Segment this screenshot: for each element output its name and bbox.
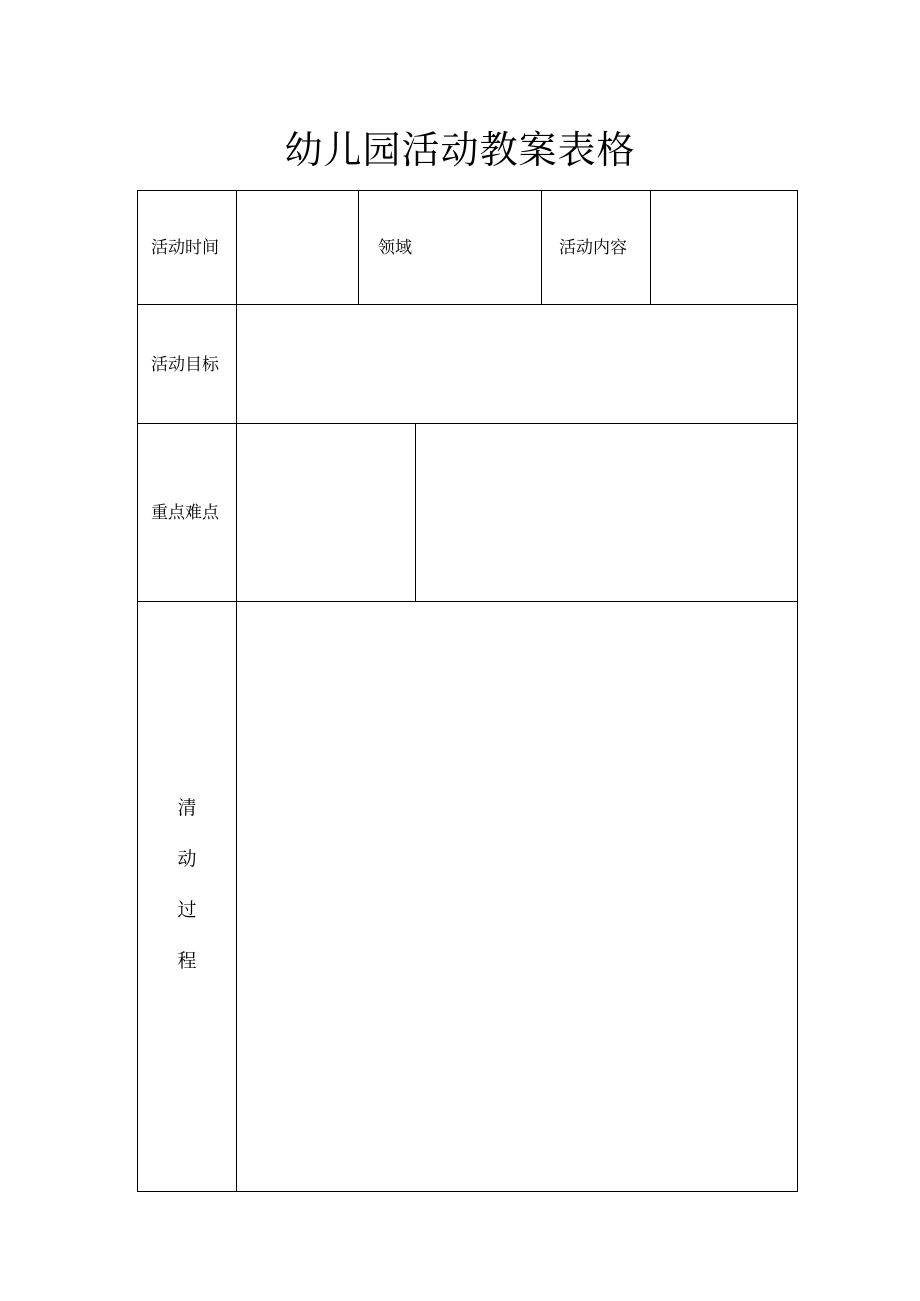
activity-process-char: 动	[177, 848, 197, 870]
row1-divider-b	[541, 190, 542, 305]
activity-goals-label: 活动目标	[151, 355, 219, 375]
page-title: 幼儿园活动教案表格	[284, 128, 636, 172]
activity-process-char: 程	[177, 950, 197, 972]
activity-goals-value-cell[interactable]	[237, 305, 797, 423]
table-border-left	[137, 190, 138, 1192]
activity-time-value-cell[interactable]	[237, 191, 358, 304]
activity-process-char: 清	[177, 797, 197, 819]
table-border-right	[797, 190, 798, 1192]
key-points-value-cell[interactable]	[237, 424, 415, 601]
activity-content-value-cell[interactable]	[651, 191, 797, 304]
difficult-points-value-cell[interactable]	[416, 424, 797, 601]
activity-time-label: 活动时间	[151, 238, 219, 258]
key-difficult-points-label: 重点难点	[151, 503, 219, 523]
domain-label: 领域	[378, 238, 412, 258]
row1-divider-a	[358, 190, 359, 305]
activity-process-char: 过	[177, 899, 197, 921]
activity-process-value-cell[interactable]	[237, 602, 797, 1191]
domain-value-cell[interactable]	[420, 191, 541, 304]
activity-content-label: 活动内容	[559, 238, 627, 258]
